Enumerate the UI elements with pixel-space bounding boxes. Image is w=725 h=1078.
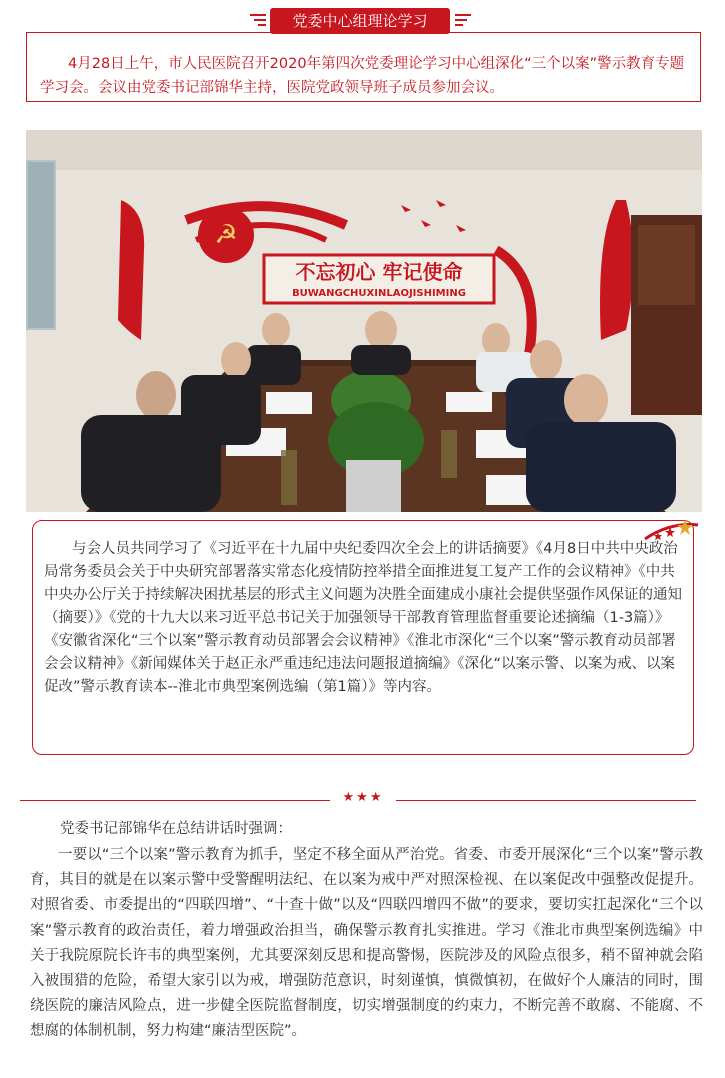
banner-left-bars <box>250 14 266 26</box>
speech-body: 一要以“三个以案”警示教育为抓手，坚定不移全面从严治党。省委、市委开展深化“三个以案”警示教育，其目的就是在以案示警中受警醒明法纪、在以案为戒中严对照深检视、在以案促改中强整改促提升。对照省委、市委提出的“四联四增”、“十查十做”以及“四联四增四不做”的要求，要切实扛起深化“三个以案”警示教育的政治责任，着力增强政治担当，确保警示教育扎实推进。学习《淮北市典型案例选编》中关于我院原院长许韦的典型案例，尤其要深刻反思和提高警惕，医院涉及的风险点很多，稍不留神就会陷入被围猎的危险，希望大家引以为戒，增强防范意识，时刻谨慎，慎微慎初，在做好个人廉洁的同时，围绕医院的廉洁风险点，进一步健全医院监督制度，切实增强制度的约束力，不断完善不敢腐、不能腐、不想腐的体制机制，努力构建“廉洁型医院”。 <box>30 847 703 1040</box>
meeting-illustration <box>26 130 702 512</box>
meeting-photo <box>26 130 702 512</box>
divider-right <box>396 800 696 801</box>
divider-left <box>20 800 330 801</box>
speech-lead: 党委书记部锦华在总结讲话时强调： <box>60 821 292 837</box>
banner-right-bars <box>455 14 471 26</box>
divider-stars-icon: ★★★ <box>342 790 384 805</box>
summary-text: 与会人员共同学习了《习近平在十九届中央纪委四次全会上的讲话摘要》《4月8日中共中央政治局常务委员会关于中央研究部署落实常态化疫情防控举措全面推进复工复产工作的会议精神》《中共中央办公厅关于持续解决困扰基层的形式主义问题为决胜全面建成小康社会提供坚强作风保证的通知（摘要）》《党的十九大以来习近平总书记关于加强领导干部教育管理监督重要论述摘编（1-3篇）》《安徽省深化“三个以案”警示教育动员部署会会议精神》《淮北市深化“三个以案”警示教育动员部署会会议精神》《新闻媒体关于赵正永严重违纪违法问题报道摘编》《深化“以案示警、以案为戒、以案促改”警示教育读本--淮北市典型案例选编（第1篇）》等内容。 <box>44 541 682 695</box>
intro-text: 4月28日上午，市人民医院召开2020年第四次党委理论学习中心组深化“三个以案”警示教育专题学习会。会议由党委书记部锦华主持，医院党政领导班子成员参加会议。 <box>40 56 685 96</box>
svg-text:☭: ☭ <box>214 220 238 250</box>
section-title: 党委中心组理论学习 <box>270 8 450 34</box>
wall-sign-pinyin: BUWANGCHUXINLAOJISHIMING <box>292 288 466 299</box>
wall-sign-cn: 不忘初心 牢记使命 <box>295 260 463 284</box>
